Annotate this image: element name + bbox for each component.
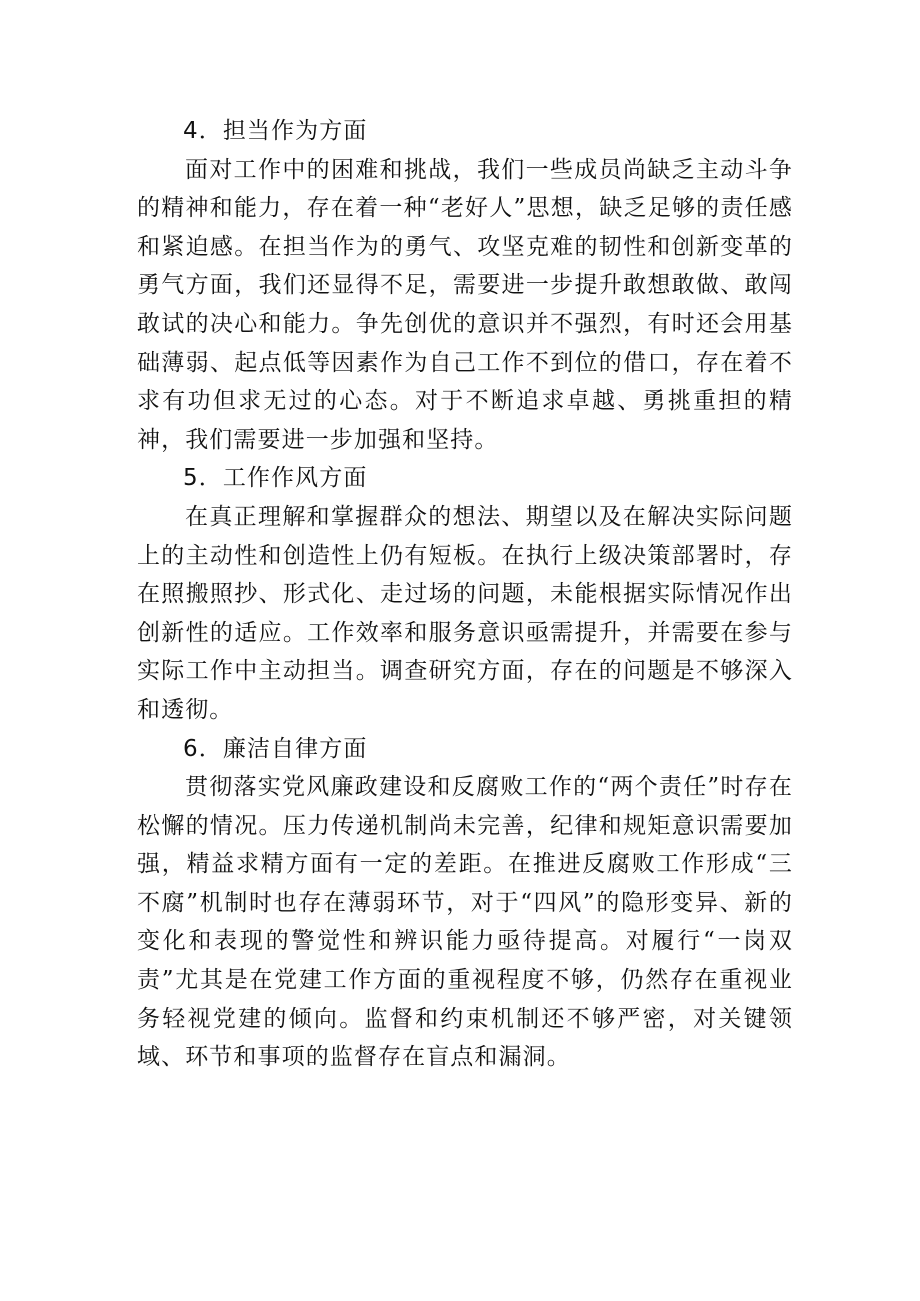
section-paragraph-work-style: 在真正理解和掌握群众的想法、期望以及在解决实际问题上的主动性和创造性上仍有短板。在执行上级决策部署时，存在照搬照抄、形式化、走过场的问题，未能根据实际情况作出创新性的适应。工作效率和服务意识亟需提升，并需要在参与实际工作中主动担当。调查研究方面，存在的问题是不够深入和透彻。 bbox=[137, 503, 793, 723]
section-heading-integrity: 6．廉洁自律方面 bbox=[183, 735, 368, 762]
section-heading-work-style: 5．工作作风方面 bbox=[183, 465, 368, 492]
section-paragraph-accountability: 面对工作中的困难和挑战，我们一些成员尚缺乏主动斗争的精神和能力，存在着一种“老好人”思想，缺乏足够的责任感和紧迫感。在担当作为的勇气、攻坚克难的韧性和创新变革的勇气方面，我们还显得不足，需要进一步提升敢想敢做、敢闯敢试的决心和能力。争先创优的意识并不强烈，有时还会用基础薄弱、起点低等因素作为自己工作不到位的借口，存在着不求有功但求无过的心态。对于不断追求卓越、勇挑重担的精神，我们需要进一步加强和坚持。 bbox=[137, 156, 793, 453]
section-paragraph-integrity: 贯彻落实党风廉政建设和反腐败工作的“两个责任”时存在松懈的情况。压力传递机制尚未完善，纪律和规矩意识需要加强，精益求精方面有一定的差距。在推进反腐败工作形成“三不腐”机制时也存在薄弱环节，对于“四风”的隐形变异、新的变化和表现的警觉性和辨识能力亟待提高。对履行“一岗双责”尤其是在党建工作方面的重视程度不够，仍然存在重视业务轻视党建的倾向。监督和约束机制还不够严密，对关键领域、环节和事项的监督存在盲点和漏洞。 bbox=[137, 774, 793, 1071]
section-heading-accountability: 4．担当作为方面 bbox=[183, 118, 368, 144]
document-body bbox=[137, 112, 793, 1077]
